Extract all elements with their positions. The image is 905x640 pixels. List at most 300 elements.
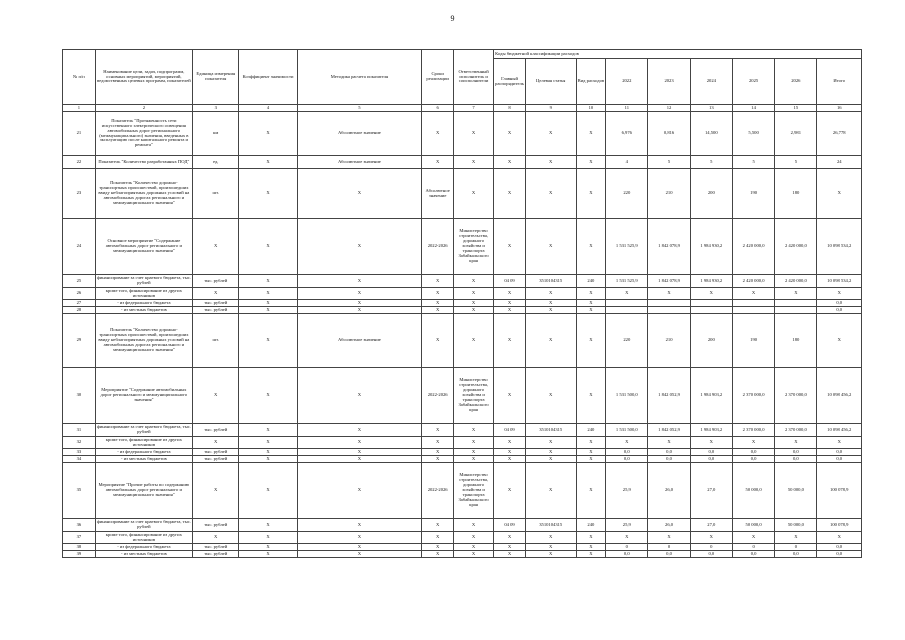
row-name: Показатель "Протяженность сети искусственного электрического освещения автомобильных дорог регионального (межмуниципального) значения, введенных в эксплуатацию после капитального ремонта и ремонта" <box>95 112 192 156</box>
row-unit: ед. <box>192 156 239 169</box>
row-name: - из местных бюджетов <box>95 551 192 558</box>
row-executor: Министерство строительства, дорожного хозяйства и транспорта Забайкальского края <box>454 368 494 424</box>
row-executor: X <box>454 307 494 314</box>
row-target-item: X <box>525 300 576 307</box>
row-coefficient: X <box>239 532 297 544</box>
row-name: - из местных бюджетов <box>95 456 192 463</box>
row-expense-type: X <box>576 463 606 519</box>
row-value-2022: 4 <box>606 156 648 169</box>
index-cell: 15 <box>775 105 817 112</box>
row-coefficient: X <box>239 275 297 288</box>
index-cell: 11 <box>606 105 648 112</box>
row-value-2025 <box>732 307 774 314</box>
index-cell: 6 <box>422 105 454 112</box>
row-total: 0,0 <box>817 456 862 463</box>
row-term: X <box>422 307 454 314</box>
index-cell: 13 <box>690 105 732 112</box>
row-main-manager: X <box>494 544 526 551</box>
row-term: X <box>422 156 454 169</box>
row-method: X <box>297 424 422 437</box>
row-executor: X <box>454 275 494 288</box>
row-unit: X <box>192 368 239 424</box>
row-expense-type: X <box>576 456 606 463</box>
header-num: № п/п <box>63 50 96 105</box>
row-coefficient: X <box>239 463 297 519</box>
table-row <box>63 219 862 275</box>
row-value-2022: 220 <box>606 314 648 368</box>
row-executor: X <box>454 449 494 456</box>
row-total: 100 078,9 <box>817 519 862 532</box>
row-method: X <box>297 532 422 544</box>
row-number: 34 <box>63 456 96 463</box>
row-value-2026: 0,0 <box>775 456 817 463</box>
row-target-item: X <box>525 449 576 456</box>
row-value-2024: 1 984 930,2 <box>690 275 732 288</box>
row-value-2023: 26,0 <box>648 519 690 532</box>
row-method: Абсолютное значение <box>297 156 422 169</box>
row-method: Абсолютное значение <box>297 314 422 368</box>
row-main-manager: X <box>494 449 526 456</box>
table-row <box>63 288 862 300</box>
row-name: - из федерального бюджета <box>95 544 192 551</box>
row-target-item: X <box>525 288 576 300</box>
program-table <box>62 49 862 558</box>
row-target-item: 3510104315 <box>525 519 576 532</box>
row-coefficient: X <box>239 424 297 437</box>
row-value-2026: 5 <box>775 156 817 169</box>
row-value-2025: 50 000,0 <box>732 519 774 532</box>
row-name: - из местных бюджетов <box>95 307 192 314</box>
header-year-2025: 2025 <box>732 59 774 105</box>
row-main-manager: X <box>494 437 526 449</box>
row-executor: X <box>454 532 494 544</box>
table-row <box>63 275 862 288</box>
row-coefficient: X <box>239 456 297 463</box>
row-value-2025: X <box>732 288 774 300</box>
index-cell: 4 <box>239 105 297 112</box>
row-term: X <box>422 112 454 156</box>
row-value-2024 <box>690 307 732 314</box>
row-main-manager: X <box>494 307 526 314</box>
row-term: X <box>422 437 454 449</box>
row-value-2023: 0,816 <box>648 112 690 156</box>
row-method: Абсолютное значение <box>297 112 422 156</box>
header-unit: Единица измерения показателя <box>192 50 239 105</box>
row-number: 37 <box>63 532 96 544</box>
row-value-2026: 2 420 000,0 <box>775 275 817 288</box>
row-total: X <box>817 532 862 544</box>
row-executor: Министерство строительства, дорожного хозяйства и транспорта Забайкальского края <box>454 463 494 519</box>
table-row <box>63 456 862 463</box>
table-row <box>63 368 862 424</box>
row-expense-type: X <box>576 219 606 275</box>
row-expense-type: X <box>576 544 606 551</box>
row-main-manager: X <box>494 156 526 169</box>
row-value-2022: 1 531 525,9 <box>606 219 648 275</box>
row-value-2023: 0,0 <box>648 449 690 456</box>
row-value-2024: 0,0 <box>690 449 732 456</box>
row-term: X <box>422 544 454 551</box>
header-expense-type: Вид расходов <box>576 59 606 105</box>
row-value-2026 <box>775 300 817 307</box>
row-unit: X <box>192 219 239 275</box>
row-unit: тыс. рублей <box>192 456 239 463</box>
row-value-2026: X <box>775 288 817 300</box>
row-executor: X <box>454 437 494 449</box>
row-value-2024: 0,0 <box>690 456 732 463</box>
row-target-item: X <box>525 368 576 424</box>
row-unit: тыс. рублей <box>192 275 239 288</box>
header-total: Итого <box>817 59 862 105</box>
row-method: X <box>297 463 422 519</box>
row-executor: X <box>454 456 494 463</box>
row-value-2024: 27,0 <box>690 519 732 532</box>
row-term: X <box>422 456 454 463</box>
index-cell: 16 <box>817 105 862 112</box>
row-value-2026: 2 370 000,0 <box>775 424 817 437</box>
row-executor: X <box>454 314 494 368</box>
table-row <box>63 544 862 551</box>
row-main-manager: 04 09 <box>494 424 526 437</box>
table-row <box>63 307 862 314</box>
row-unit: тыс. рублей <box>192 307 239 314</box>
row-term: 2022-2026 <box>422 368 454 424</box>
row-value-2023: 5 <box>648 156 690 169</box>
row-coefficient: X <box>239 449 297 456</box>
row-value-2026: 2,981 <box>775 112 817 156</box>
row-value-2025: 0 <box>732 544 774 551</box>
row-term: 2022-2026 <box>422 219 454 275</box>
row-unit: тыс. рублей <box>192 519 239 532</box>
row-value-2023: 210 <box>648 169 690 219</box>
row-value-2025: X <box>732 532 774 544</box>
row-coefficient: X <box>239 288 297 300</box>
row-name: финансирование за счет краевого бюджета, тыс. рублей <box>95 424 192 437</box>
row-value-2026: 50 000,0 <box>775 463 817 519</box>
row-value-2024: X <box>690 437 732 449</box>
row-term: X <box>422 532 454 544</box>
row-number: 36 <box>63 519 96 532</box>
row-expense-type: X <box>576 449 606 456</box>
row-value-2022: X <box>606 288 648 300</box>
row-main-manager: X <box>494 551 526 558</box>
row-method: X <box>297 456 422 463</box>
row-total: 10 098 456,2 <box>817 368 862 424</box>
row-number: 38 <box>63 544 96 551</box>
row-value-2023: 0 <box>648 544 690 551</box>
row-term: Абсолютное значение <box>422 169 454 219</box>
index-cell: 8 <box>494 105 526 112</box>
row-coefficient: X <box>239 300 297 307</box>
row-value-2024: 0,0 <box>690 551 732 558</box>
row-method: X <box>297 551 422 558</box>
row-executor: X <box>454 288 494 300</box>
row-value-2025: 190 <box>732 314 774 368</box>
row-value-2022: 6,976 <box>606 112 648 156</box>
row-coefficient: X <box>239 314 297 368</box>
header-target-item: Целевая статья <box>525 59 576 105</box>
row-value-2025 <box>732 300 774 307</box>
row-total: 0,0 <box>817 544 862 551</box>
row-value-2022: 0,0 <box>606 449 648 456</box>
row-unit: тыс. рублей <box>192 300 239 307</box>
header-year-2026: 2026 <box>775 59 817 105</box>
row-method: X <box>297 169 422 219</box>
row-executor: X <box>454 156 494 169</box>
row-expense-type: X <box>576 288 606 300</box>
row-value-2026: 0,0 <box>775 449 817 456</box>
row-method: X <box>297 544 422 551</box>
index-cell: 3 <box>192 105 239 112</box>
row-target-item: 3510104315 <box>525 424 576 437</box>
row-value-2024: 27,0 <box>690 463 732 519</box>
row-name: финансирование за счет краевого бюджета, тыс. рублей <box>95 275 192 288</box>
row-value-2022: 1 531 525,9 <box>606 275 648 288</box>
row-term: X <box>422 551 454 558</box>
row-target-item: X <box>525 456 576 463</box>
row-name: Мероприятие "Прочие работы по содержанию автомобильных дорог регионального и межмуниципального значения" <box>95 463 192 519</box>
row-value-2024: 200 <box>690 169 732 219</box>
row-value-2023: X <box>648 437 690 449</box>
row-value-2025: 2 420 000,0 <box>732 275 774 288</box>
row-unit: шт. <box>192 314 239 368</box>
row-number: 31 <box>63 424 96 437</box>
row-value-2023: 0,0 <box>648 456 690 463</box>
row-value-2025: 2 370 000,0 <box>732 368 774 424</box>
table-header <box>63 50 862 105</box>
row-value-2022: 220 <box>606 169 648 219</box>
table-row <box>63 169 862 219</box>
row-method: X <box>297 368 422 424</box>
row-value-2026 <box>775 307 817 314</box>
row-value-2026: X <box>775 437 817 449</box>
row-coefficient: X <box>239 437 297 449</box>
header-year-2024: 2024 <box>690 59 732 105</box>
row-main-manager: X <box>494 219 526 275</box>
row-name: Показатель "Количество дорожно-транспортных происшествий, произошедших ввиду неблагоприятных дорожных условий на автомобильных дорогах регионального и межмуниципального значения" <box>95 314 192 368</box>
row-name: Основное мероприятие "Содержание автомобильных дорог регионального и межмуниципального значения" <box>95 219 192 275</box>
row-value-2022 <box>606 307 648 314</box>
row-name: - из федерального бюджета <box>95 449 192 456</box>
row-total: X <box>817 437 862 449</box>
row-main-manager: 04 09 <box>494 275 526 288</box>
index-cell: 5 <box>297 105 422 112</box>
row-method: X <box>297 307 422 314</box>
row-target-item: X <box>525 551 576 558</box>
row-executor: Министерство строительства, дорожного хозяйства и транспорта Забайкальского края <box>454 219 494 275</box>
row-target-item: 3510104315 <box>525 275 576 288</box>
page-number: 9 <box>450 14 455 23</box>
row-value-2024: 0 <box>690 544 732 551</box>
table-row <box>63 300 862 307</box>
row-name: Мероприятие "Содержание автомобильных дорог регионального и межмуниципального значения" <box>95 368 192 424</box>
row-term: 2022-2026 <box>422 463 454 519</box>
row-total: 0,0 <box>817 551 862 558</box>
row-total: 24 <box>817 156 862 169</box>
row-number: 33 <box>63 449 96 456</box>
row-value-2023: 1 842 078,9 <box>648 219 690 275</box>
row-total: 0,0 <box>817 300 862 307</box>
row-expense-type: X <box>576 368 606 424</box>
index-cell: 1 <box>63 105 96 112</box>
row-coefficient: X <box>239 307 297 314</box>
row-number: 35 <box>63 463 96 519</box>
header-budget-codes: Коды бюджетной классификации расходов <box>494 50 862 59</box>
row-method: X <box>297 275 422 288</box>
table-row <box>63 424 862 437</box>
row-coefficient: X <box>239 551 297 558</box>
row-value-2022: 1 531 500,0 <box>606 368 648 424</box>
row-value-2025: 2 370 000,0 <box>732 424 774 437</box>
table-row <box>63 519 862 532</box>
row-executor: X <box>454 169 494 219</box>
table-row <box>63 314 862 368</box>
row-method: X <box>297 449 422 456</box>
row-unit: шт. <box>192 169 239 219</box>
row-value-2025: 50 000,0 <box>732 463 774 519</box>
row-name: финансирование за счет краевого бюджета, тыс. рублей <box>95 519 192 532</box>
row-value-2023: 1 842 052,9 <box>648 424 690 437</box>
row-number: 23 <box>63 169 96 219</box>
table-body <box>63 105 862 558</box>
row-unit: X <box>192 532 239 544</box>
row-main-manager: X <box>494 368 526 424</box>
row-number: 30 <box>63 368 96 424</box>
row-total: 100 078,9 <box>817 463 862 519</box>
row-value-2024: 1 984 903,2 <box>690 424 732 437</box>
row-unit: X <box>192 463 239 519</box>
row-value-2025: 5,500 <box>732 112 774 156</box>
row-number: 25 <box>63 275 96 288</box>
row-term: X <box>422 288 454 300</box>
row-executor: X <box>454 519 494 532</box>
header-year-2023: 2023 <box>648 59 690 105</box>
row-expense-type: X <box>576 169 606 219</box>
row-unit: тыс. рублей <box>192 449 239 456</box>
row-unit: X <box>192 437 239 449</box>
row-value-2022: 0,0 <box>606 456 648 463</box>
row-total: X <box>817 288 862 300</box>
row-expense-type: X <box>576 532 606 544</box>
table-row <box>63 463 862 519</box>
row-executor: X <box>454 424 494 437</box>
row-total: 0,0 <box>817 307 862 314</box>
row-name: - из федерального бюджета <box>95 300 192 307</box>
row-value-2023: 1 842 078,9 <box>648 275 690 288</box>
row-unit: X <box>192 288 239 300</box>
row-value-2023: 26,0 <box>648 463 690 519</box>
row-value-2023: X <box>648 532 690 544</box>
row-value-2023: 210 <box>648 314 690 368</box>
row-method: X <box>297 219 422 275</box>
table-row <box>63 449 862 456</box>
row-total: 10 098 456,2 <box>817 424 862 437</box>
row-value-2025: 0,0 <box>732 551 774 558</box>
index-cell: 12 <box>648 105 690 112</box>
row-method: X <box>297 437 422 449</box>
row-target-item: X <box>525 463 576 519</box>
row-value-2023 <box>648 307 690 314</box>
row-value-2022: 0 <box>606 544 648 551</box>
row-value-2023: 0,0 <box>648 551 690 558</box>
row-number: 24 <box>63 219 96 275</box>
row-value-2023 <box>648 300 690 307</box>
row-value-2024 <box>690 300 732 307</box>
row-value-2025: 190 <box>732 169 774 219</box>
header-executor: Ответственный исполнитель и соисполнители <box>454 50 494 105</box>
row-value-2024: X <box>690 532 732 544</box>
index-cell: 2 <box>95 105 192 112</box>
row-expense-type: X <box>576 437 606 449</box>
row-total: 10 098 534,2 <box>817 219 862 275</box>
row-coefficient: X <box>239 368 297 424</box>
table-row <box>63 437 862 449</box>
row-value-2026: 0 <box>775 544 817 551</box>
row-expense-type: X <box>576 112 606 156</box>
row-value-2026: 2 370 000,0 <box>775 368 817 424</box>
row-value-2025: 0,0 <box>732 449 774 456</box>
row-main-manager: X <box>494 300 526 307</box>
row-expense-type: 240 <box>576 275 606 288</box>
row-method: X <box>297 519 422 532</box>
row-value-2022: 25,9 <box>606 463 648 519</box>
row-total: 10 098 534,2 <box>817 275 862 288</box>
row-value-2025: X <box>732 437 774 449</box>
index-cell: 9 <box>525 105 576 112</box>
row-number: 27 <box>63 300 96 307</box>
row-name: кроме того, финансирование из других источников <box>95 288 192 300</box>
row-term: X <box>422 519 454 532</box>
row-value-2022 <box>606 300 648 307</box>
row-total: 26,778 <box>817 112 862 156</box>
row-name: Показатель "Количество дорожно-транспортных происшествий, произошедших ввиду неблагоприятных дорожных условий на автомобильных дорогах регионального и межмуниципального значения" <box>95 169 192 219</box>
row-value-2026: 2 420 000,0 <box>775 219 817 275</box>
row-value-2024: 5 <box>690 156 732 169</box>
row-executor: X <box>454 112 494 156</box>
row-main-manager: X <box>494 456 526 463</box>
row-term: X <box>422 314 454 368</box>
row-unit: тыс. рублей <box>192 424 239 437</box>
index-cell: 14 <box>732 105 774 112</box>
row-value-2023: 1 842 052,9 <box>648 368 690 424</box>
row-value-2025: 0,0 <box>732 456 774 463</box>
row-target-item: X <box>525 532 576 544</box>
table-row <box>63 532 862 544</box>
row-main-manager: X <box>494 288 526 300</box>
row-name: Показатель "Количество разработанных ПОД" <box>95 156 192 169</box>
row-number: 22 <box>63 156 96 169</box>
row-value-2024: 1 984 903,2 <box>690 368 732 424</box>
row-term: X <box>422 424 454 437</box>
row-expense-type: X <box>576 551 606 558</box>
row-method: X <box>297 288 422 300</box>
row-coefficient: X <box>239 169 297 219</box>
row-term: X <box>422 300 454 307</box>
index-cell: 7 <box>454 105 494 112</box>
row-value-2022: 25,9 <box>606 519 648 532</box>
row-expense-type: X <box>576 300 606 307</box>
row-value-2024: 200 <box>690 314 732 368</box>
row-main-manager: 04 09 <box>494 519 526 532</box>
row-value-2024: X <box>690 288 732 300</box>
header-name: Наименование цели, задач, подпрограмм, основных мероприятий, мероприятий, ведомственных целевых программ, показателей <box>95 50 192 105</box>
row-value-2026: 180 <box>775 169 817 219</box>
row-target-item: X <box>525 314 576 368</box>
row-target-item: X <box>525 156 576 169</box>
header-term: Сроки реализации <box>422 50 454 105</box>
row-coefficient: X <box>239 112 297 156</box>
row-main-manager: X <box>494 463 526 519</box>
